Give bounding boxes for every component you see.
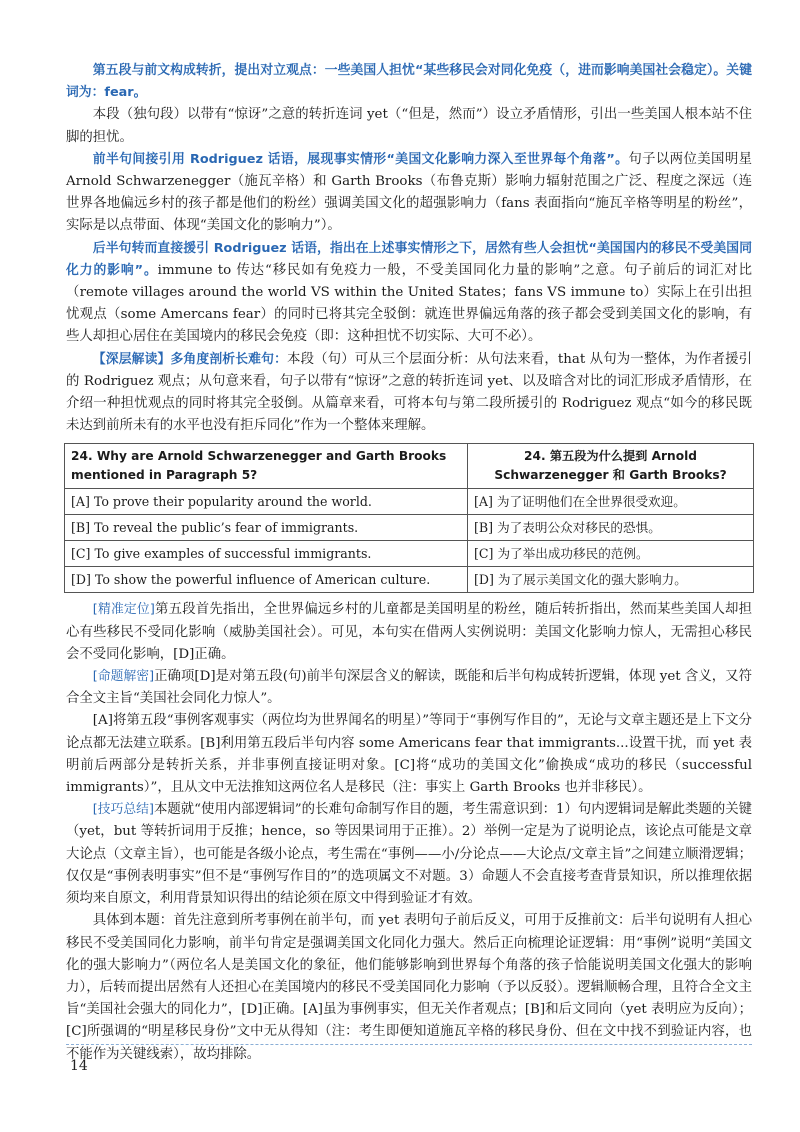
intro-heading: 第五段与前文构成转折，提出对立观点：一些美国人担忧“某些移民会对同化免疫（，进而影响美国社会稳定）。关键词为：fear。 bbox=[66, 63, 752, 101]
page-content bbox=[66, 60, 752, 1066]
option-a-zh: [A] 为了证明他们在全世界很受欢迎。 bbox=[468, 489, 754, 515]
second-half-paragraph bbox=[66, 238, 752, 349]
question-en-header: 24. Why are Arnold Schwarzenegger and Garth Brooks mentioned in Paragraph 5? bbox=[65, 444, 468, 489]
option-row bbox=[65, 489, 754, 515]
distractors-paragraph: [A]将第五段“事例客观事实（两位均为世界闻名的明星）”等同于“事例写作目的”，无论与文章主题还是上下文分论点都无法建立联系。[B]利用第五段后半句内容 some Americans fear that immigrants...设置干扰，而 yet 表明前后两部分是转折关系，并非事例直接证明对象。[C]将“成功的美国文化”偷换成“成功的移民（successful immigrants）”，且从文中无法推知这两位名人是移民（注：事实上 Garth Brooks 也并非移民）。 bbox=[66, 713, 752, 796]
option-row bbox=[65, 515, 754, 541]
option-row bbox=[65, 541, 754, 567]
second-half-body: immune to 传达“移民如有免疫力一般，不受美国同化力量的影响”之意。句子前后的词汇对比（remote villages around the world VS within the United States；fans VS immune to）实际上在引出担忧观点（some Amercans fear）的同时已将其完全驳倒：就连世界偏远角落的孩子都会受到美国文化的影响，有些人却担心居住在美国境内的移民会免疫（即：这种担忧不切实际、大可不必）。 bbox=[66, 262, 752, 345]
tips-paragraph bbox=[66, 799, 752, 910]
locate-tag: [精准定位] bbox=[92, 602, 155, 618]
conclusion-paragraph: 具体到本题：首先注意到所考事例在前半句，而 yet 表明句子前后反义，可用于反推前文：后半句说明有人担心移民不受美国同化力影响，前半句肯定是强调美国文化同化力强大。然后正向梳理论证逻辑：用“事例”说明“美国文化的强大影响力”（两位名人是美国文化的象征，他们能够影响到世界每个角落的孩子恰能说明美国文化强大的影响力），后转而提出居然有人还担心在美国境内的移民不受美国同化力影响（予以反驳）。逻辑顺畅合理，且符合全文主旨“美国社会强大的同化力”，[D]正确。[A]虽为事例事实，但无关作者观点；[B]和后文同向（yet 表明应为反向）；[C]所强调的“明星移民身份”文中无从得知（注：考生即便知道施瓦辛格的移民身份、但在文中找不到验证内容，也不能作为关键线索），故均排除。 bbox=[66, 913, 752, 1062]
option-c-en: [C] To give examples of successful immigrants. bbox=[65, 541, 468, 567]
tips-tag: [技巧总结] bbox=[92, 802, 154, 818]
tips-body: 本题就“使用内部逻辑词”的长难句命制写作目的题，考生需意识到：1）句内逻辑词是解此类题的关键（yet，but 等转折词用于反推；hence，so 等因果词用于正推）。2）举例一定是为了说明论点，该论点可能是文章大论点（文章主旨），也可能是各级小论点，考生需在“事例——小/分论点——大论点/文章主旨”之间建立顺滑逻辑；仅仅是“事例表明事实”但不是“事例写作目的”的选项属文不对题。3）命题人不会直接考查背景知识，所以推理依据须均来自原文，利用背景知识得出的结论须在原文中得到验证才有效。 bbox=[66, 802, 752, 907]
option-a-en: [A] To prove their popularity around the world. bbox=[65, 489, 468, 515]
option-b-en: [B] To reveal the public’s fear of immigrants. bbox=[65, 515, 468, 541]
question-zh-header: 24. 第五段为什么提到 Arnold Schwarzenegger 和 Garth Brooks? bbox=[468, 444, 754, 489]
option-d-en: [D] To show the powerful influence of American culture. bbox=[65, 567, 468, 593]
decode-tag: [命题解密] bbox=[92, 669, 155, 685]
second-half-heading: 后半句转而直接援引 Rodriguez 话语，指出在上述事实情形之下，居然有些人会担忧“美国国内的移民不受美国同化力的影响”。 bbox=[66, 240, 752, 278]
locate-body: 第五段首先指出，全世界偏远乡村的儿童都是美国明星的粉丝，随后转折指出，然而某些美国人却担心有些移民不受同化影响（威胁美国社会）。可见，本句实在借两人实例说明：美国文化影响力惊人，无需担心移民会不受同化影响，[D]正确。 bbox=[66, 602, 752, 662]
deep-analysis-body: 本段（句）可从三个层面分析：从句法来看，that 从句为一整体，为作者援引的 Rodriguez 观点；从句意来看，句子以带有“惊讶”之意的转折连词 yet、以及暗含对比的词汇形成矛盾情形，在介绍一种担忧观点的同时将其完全驳倒。从篇章来看，可将本句与第二段所援引的 Rodriguez 观点“如今的移民既未达到前所未有的水平也没有拒斥同化”作为一个整体来理解。 bbox=[66, 351, 753, 434]
decode-body: 正确项[D]是对第五段(句)前半句深层含义的解读，既能和后半句构成转折逻辑，体现 yet 含义，又符合全文主旨“美国社会同化力惊人”。 bbox=[66, 669, 752, 707]
page-number: 14 bbox=[70, 1058, 88, 1074]
option-d-zh: [D] 为了展示美国文化的强大影响力。 bbox=[468, 567, 754, 593]
decode-paragraph bbox=[66, 666, 752, 710]
deep-analysis-tag: 【深层解读】多角度剖析长难句： bbox=[92, 351, 288, 367]
first-half-heading: 前半句间接引用 Rodriguez 话语，展现事实情形“美国文化影响力深入至世界每个角落”。 bbox=[92, 151, 629, 167]
intro-paragraph-heading bbox=[66, 60, 752, 104]
deep-analysis-paragraph bbox=[66, 349, 752, 438]
option-row bbox=[65, 567, 754, 593]
first-half-body: 句子以两位美国明星 Arnold Schwarzenegger（施瓦辛格）和 Garth Brooks（布鲁克斯）影响力辐射范围之广泛、程度之深远（连世界各地偏远乡村的孩子都是他们的粉丝）强调美国文化的超强影响力（fans 表面指向“施瓦辛格等明星的粉丝”，实际是以点带面、体现“美国文化的影响力”）。 bbox=[66, 151, 752, 234]
first-half-paragraph bbox=[66, 149, 752, 238]
intro-paragraph-body: 本段（独句段）以带有“惊讶”之意的转折连词 yet（“但是，然而”）设立矛盾情形，引出一些美国人根本站不住脚的担忧。 bbox=[66, 107, 752, 145]
locate-paragraph bbox=[66, 599, 752, 666]
question-header-row bbox=[65, 444, 754, 489]
option-c-zh: [C] 为了举出成功移民的范例。 bbox=[468, 541, 754, 567]
option-b-zh: [B] 为了表明公众对移民的恐惧。 bbox=[468, 515, 754, 541]
question-table bbox=[64, 443, 754, 593]
footer-divider bbox=[66, 1044, 752, 1045]
